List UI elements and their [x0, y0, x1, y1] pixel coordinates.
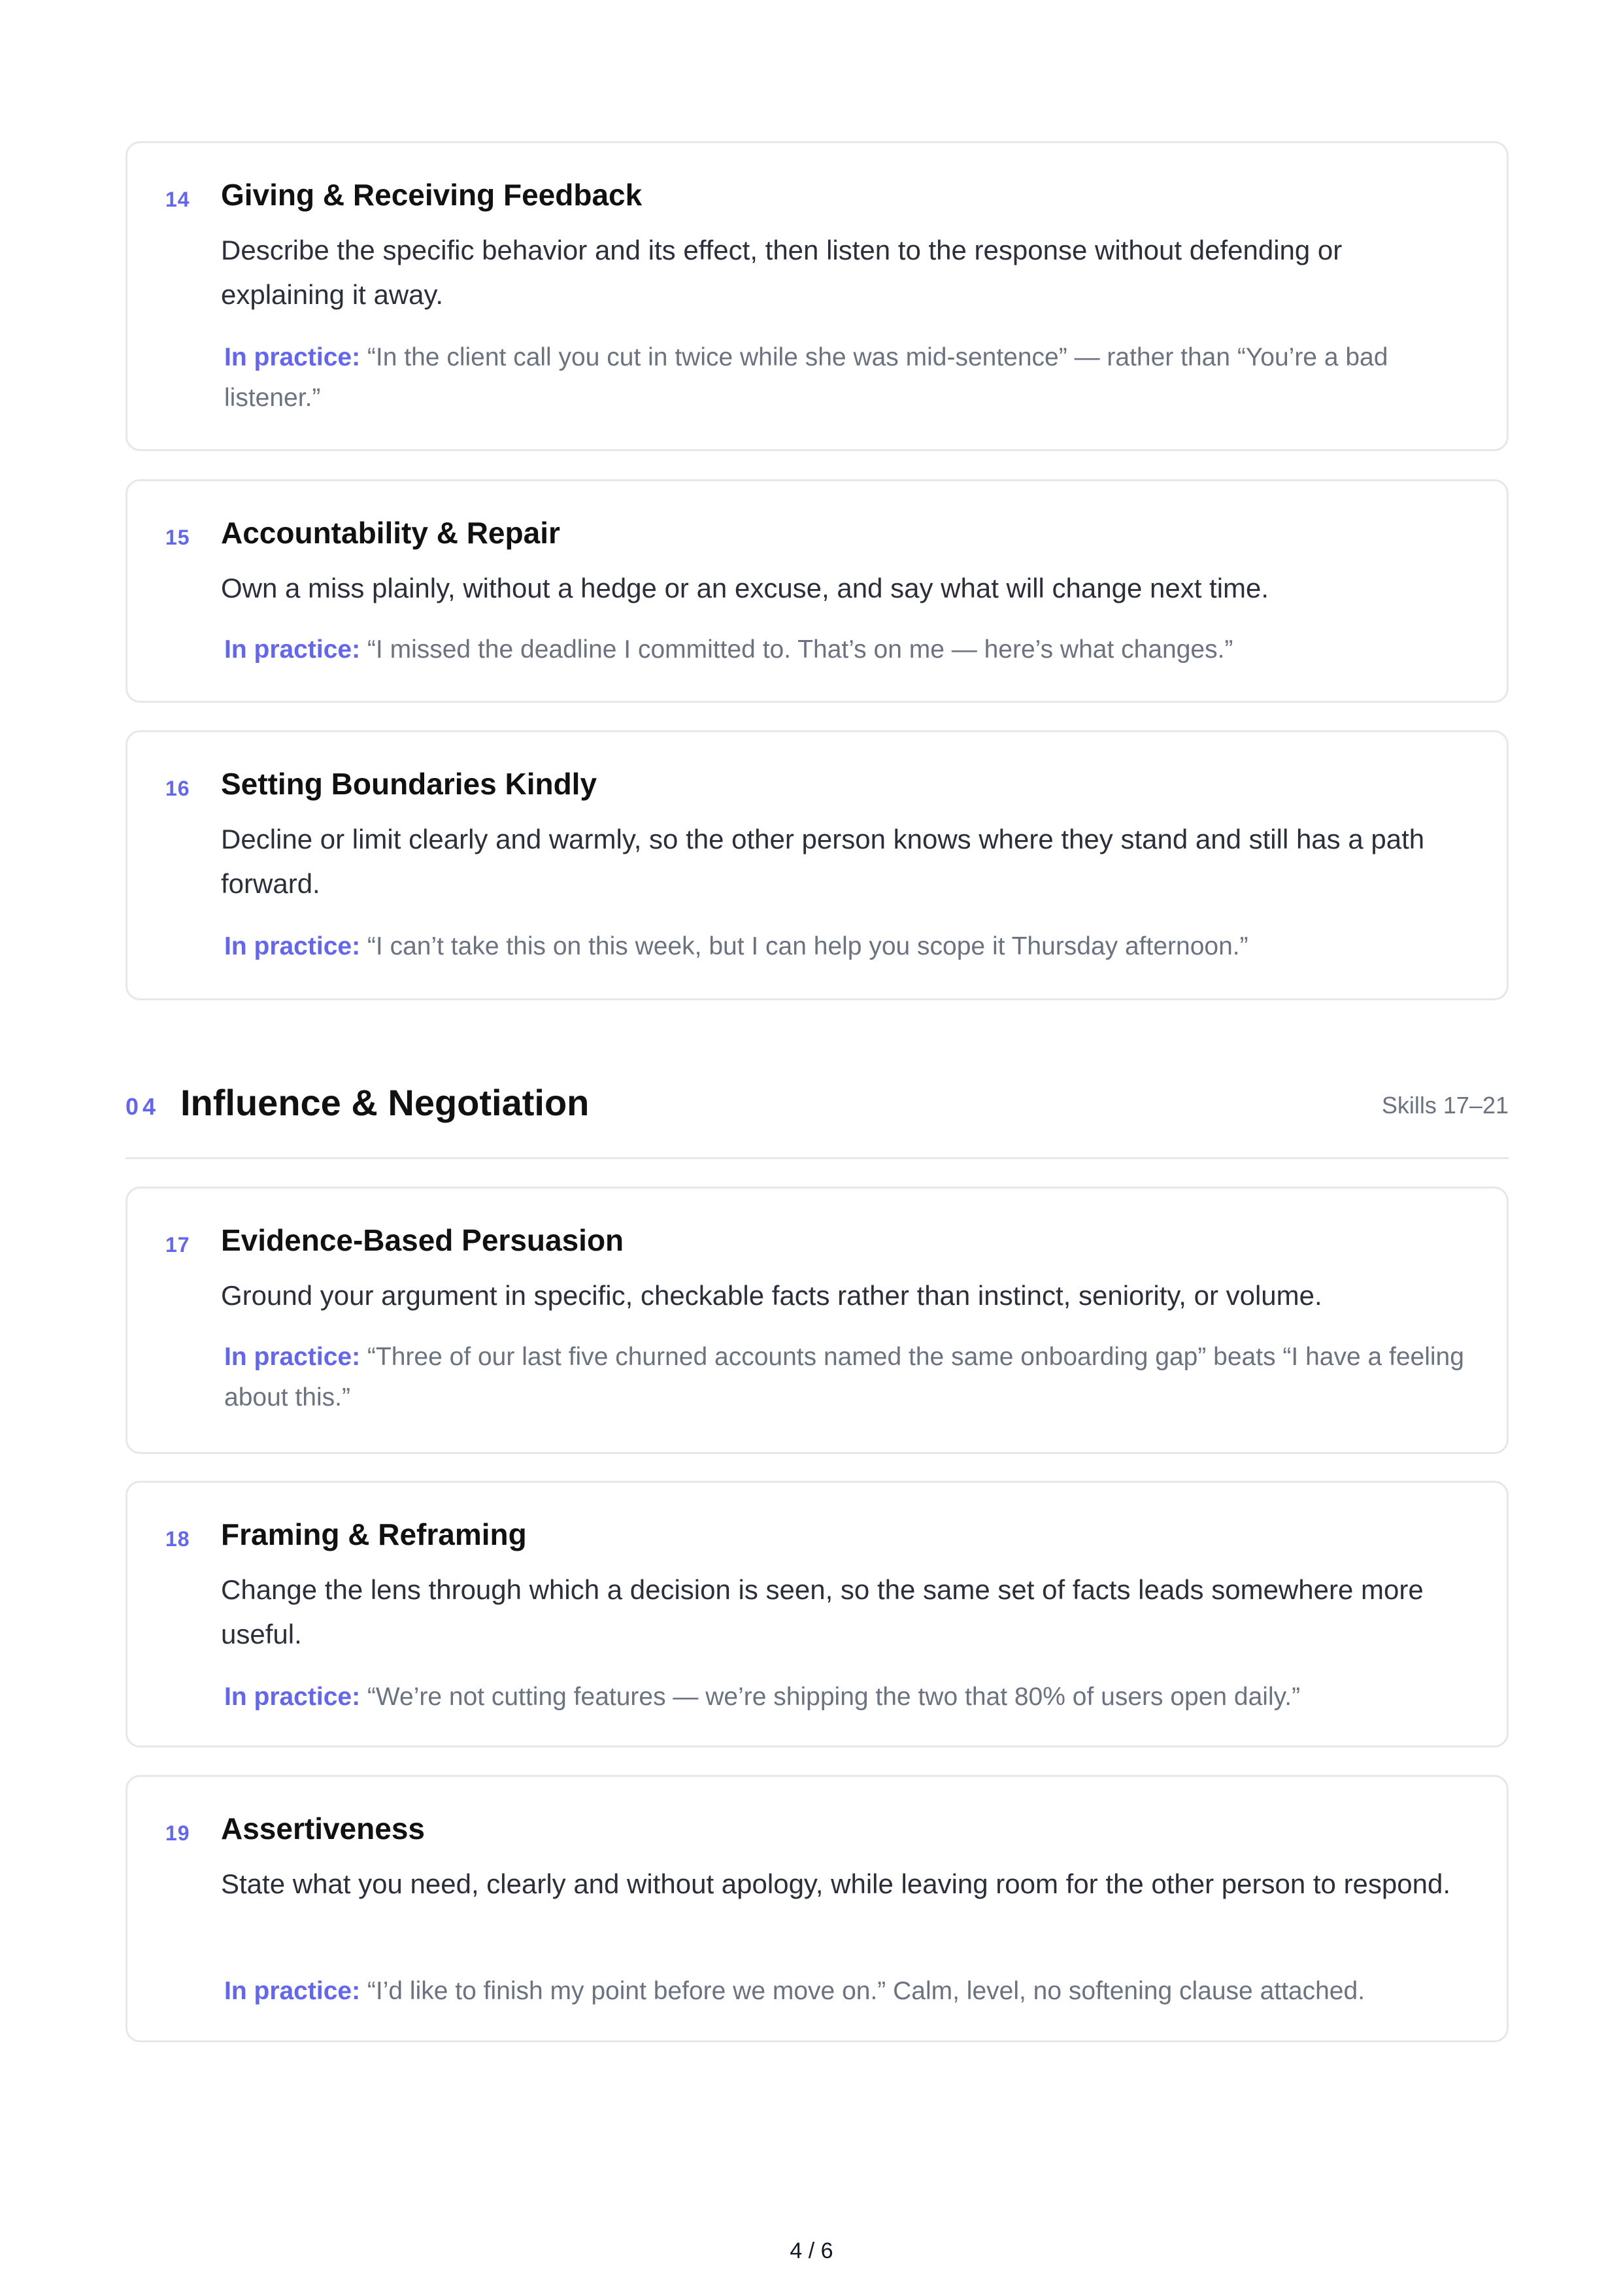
skill-card	[125, 1187, 1509, 1454]
skill-description: Ground your argument in specific, checkable facts rather than instinct, seniority, or volume.	[221, 1280, 1322, 1311]
skill-description: State what you need, clearly and without apology, while leaving room for the other person to respond.	[221, 1868, 1451, 1899]
practice-label: In practice:	[224, 932, 361, 960]
practice-label: In practice:	[224, 1343, 361, 1371]
skill-card	[125, 1775, 1509, 2042]
practice-label: In practice:	[224, 635, 361, 664]
skill-title: Setting Boundaries Kindly	[221, 767, 597, 801]
skill-number: 15	[165, 526, 190, 549]
section-title: Influence & Negotiation	[180, 1082, 590, 1123]
skill-description: Describe the specific behavior and its effect, then listen to the response without defending or explaining it away.	[221, 235, 1343, 310]
skill-card	[125, 1481, 1509, 1747]
practice-label: In practice:	[224, 1977, 361, 2005]
skill-title: Framing & Reframing	[221, 1517, 527, 1551]
practice-text: “We’re not cutting features — we’re shipping the two that 80% of users open daily.”	[367, 1683, 1301, 1711]
practice-text: “In the client call you cut in twice while she was mid-sentence” — rather than “You’re a bad listener.”	[224, 343, 1388, 412]
skill-title: Assertiveness	[221, 1812, 425, 1846]
skill-practice	[224, 337, 1466, 418]
practice-label: In practice:	[224, 1683, 361, 1711]
skill-description: Own a miss plainly, without a hedge or an excuse, and say what will change next time.	[221, 573, 1269, 603]
skill-card	[125, 730, 1509, 1000]
skill-practice	[224, 630, 1466, 670]
skill-title: Evidence-Based Persuasion	[221, 1223, 624, 1257]
skill-description: Change the lens through which a decision is seen, so the same set of facts leads somewhere more useful.	[221, 1574, 1424, 1649]
skill-card	[125, 141, 1509, 451]
skill-number: 19	[165, 1821, 190, 1845]
practice-text: “I missed the deadline I committed to. That’s on me — here’s what changes.”	[367, 635, 1233, 664]
section-header	[125, 1072, 1509, 1159]
skill-practice	[224, 1971, 1466, 2012]
section-number: 04	[125, 1093, 160, 1120]
skill-practice	[224, 1677, 1466, 1717]
skill-number: 18	[165, 1527, 190, 1551]
practice-text: “I can’t take this on this week, but I can help you scope it Thursday afternoon.”	[367, 932, 1248, 960]
skill-number: 14	[165, 188, 190, 211]
practice-text: “I’d like to finish my point before we move on.” Calm, level, no softening clause attached.	[367, 1977, 1365, 2005]
skill-title: Giving & Receiving Feedback	[221, 178, 643, 212]
section-skill-range: Skills 17–21	[1381, 1092, 1509, 1119]
skill-description: Decline or limit clearly and warmly, so the other person knows where they stand and still has a path forward.	[221, 824, 1425, 899]
skill-title: Accountability & Repair	[221, 516, 560, 550]
skill-number: 17	[165, 1233, 190, 1257]
skill-practice	[224, 926, 1466, 967]
skill-practice	[224, 1337, 1466, 1418]
practice-text: “Three of our last five churned accounts named the same onboarding gap” beats “I have a feeling about this.”	[224, 1343, 1464, 1411]
skill-number: 16	[165, 777, 190, 800]
practice-label: In practice:	[224, 343, 361, 371]
skill-card	[125, 479, 1509, 703]
page-number: 4 / 6	[790, 2238, 833, 2263]
